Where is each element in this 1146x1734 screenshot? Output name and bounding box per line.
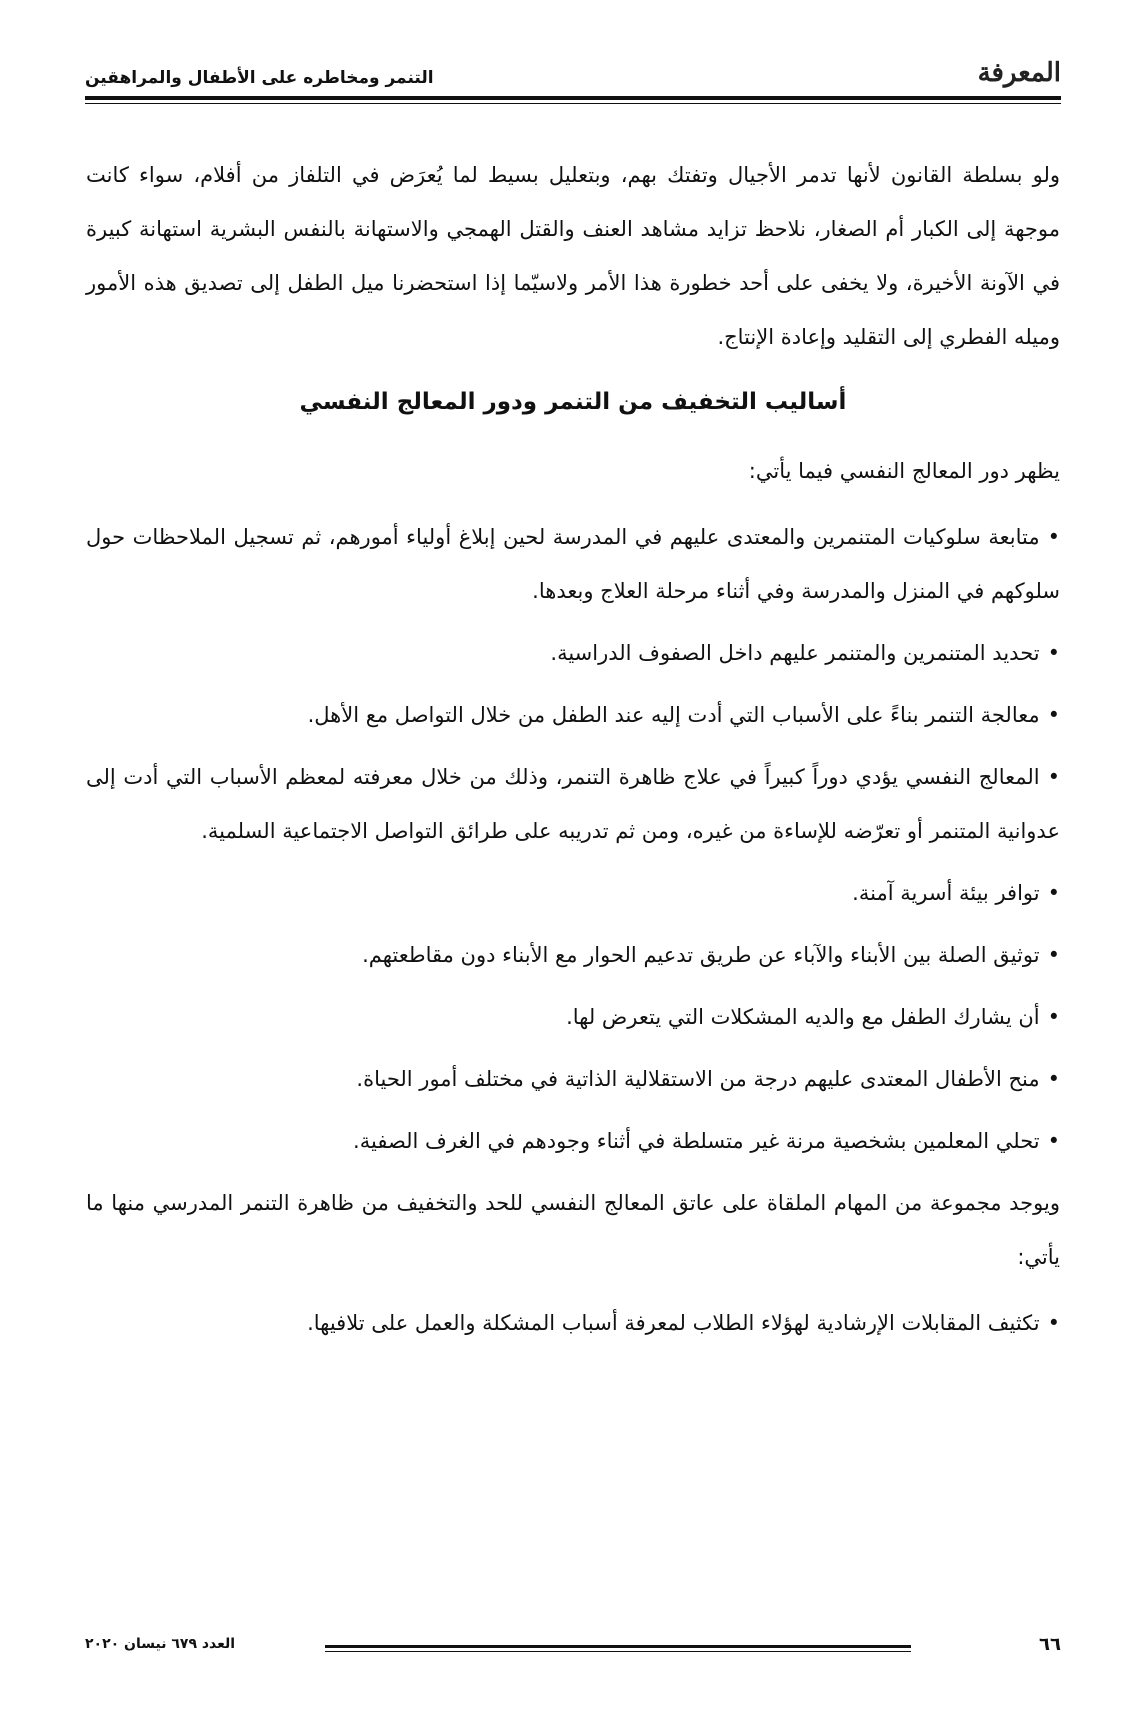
closing-paragraph: ويوجد مجموعة من المهام الملقاة على عاتق المعالج النفسي للحد والتخفيف من ظاهرة التنمر المدرسي منها ما يأتي: <box>86 1191 1060 1269</box>
list-item-text: منح الأطفال المعتدى عليهم درجة من الاستقلالية الذاتية في مختلف أمور الحياة. <box>356 1067 1040 1091</box>
tasks-list <box>86 1296 1060 1350</box>
list-item-text: توثيق الصلة بين الأبناء والآباء عن طريق تدعيم الحوار مع الأبناء دون مقاطعتهم. <box>362 943 1040 967</box>
list-item-text: معالجة التنمر بناءً على الأسباب التي أدت إليه عند الطفل من خلال التواصل مع الأهل. <box>307 703 1040 727</box>
running-title: التنمر ومخاطره على الأطفال والمراهقين <box>85 68 434 88</box>
list-item <box>86 510 1060 618</box>
list-item-text: أن يشارك الطفل مع والديه المشكلات التي يتعرض لها. <box>566 1005 1040 1029</box>
measures-list <box>86 510 1060 1168</box>
bullet-icon: • <box>1047 703 1060 727</box>
list-item-text: تحديد المتنمرين والمتنمر عليهم داخل الصفوف الدراسية. <box>550 641 1040 665</box>
bullet-icon: • <box>1047 525 1060 549</box>
list-item <box>86 990 1060 1044</box>
list-item <box>86 866 1060 920</box>
article-body <box>86 148 1060 1358</box>
list-item <box>86 626 1060 680</box>
list-item-text: متابعة سلوكيات المتنمرين والمعتدى عليهم في المدرسة لحين إبلاغ أولياء أمورهم، ثم تسجيل الملاحظات حول سلوكهم في المنزل والمدرسة وفي أثناء مرحلة العلاج وبعدها. <box>86 525 1060 603</box>
bullet-icon: • <box>1047 1129 1060 1153</box>
list-item <box>86 1296 1060 1350</box>
list-item-text: توافر بيئة أسرية آمنة. <box>852 881 1040 905</box>
section-heading: أساليب التخفيف من التنمر ودور المعالج النفسي <box>299 389 847 415</box>
bullet-icon: • <box>1047 1311 1060 1335</box>
list-item <box>86 688 1060 742</box>
magazine-logo: المعرفة <box>977 58 1061 88</box>
list-item <box>86 1114 1060 1168</box>
list-item-text: المعالج النفسي يؤدي دوراً كبيراً في علاج ظاهرة التنمر، وذلك من خلال معرفته لمعظم الأسباب التي أدت إلى عدوانية المتنمر أو تعرّضه للإساءة من غيره، ومن ثم تدريبه على طرائق التواصل الاجتماعية السلمية. <box>86 765 1060 843</box>
footer-rule-thick <box>325 1645 911 1648</box>
bullet-icon: • <box>1047 1005 1060 1029</box>
list-item-text: تكثيف المقابلات الإرشادية لهؤلاء الطلاب لمعرفة أسباب المشكلة والعمل على تلافيها. <box>307 1311 1040 1335</box>
bullet-icon: • <box>1047 943 1060 967</box>
list-item <box>86 750 1060 858</box>
bullet-icon: • <box>1047 641 1060 665</box>
issue-info: العدد ٦٧٩ نيسان ٢٠٢٠ <box>85 1636 236 1652</box>
bullet-icon: • <box>1047 765 1060 789</box>
page-number: ٦٦ <box>1039 1634 1061 1655</box>
list-item-text: تحلي المعلمين بشخصية مرنة غير متسلطة في أثناء وجودهم في الغرف الصفية. <box>353 1129 1040 1153</box>
bullet-icon: • <box>1047 1067 1060 1091</box>
bullet-icon: • <box>1047 881 1060 905</box>
page-footer <box>85 1634 1061 1674</box>
header-rule-thin <box>85 103 1061 104</box>
footer-rule-thin <box>325 1651 911 1652</box>
section-intro: يظهر دور المعالج النفسي فيما يأتي: <box>748 459 1060 483</box>
intro-paragraph: ولو بسلطة القانون لأنها تدمر الأجيال وتفتك بهم، وبتعليل بسيط لما يُعرَض في التلفاز من أفلام، سواء كانت موجهة إلى الكبار أم الصغار، نلاحظ تزايد مشاهد العنف والقتل الهمجي والاستهانة بالنفس البشرية استهانة كبيرة في الآونة الأخيرة، ولا يخفى على أحد خطورة هذا الأمر ولاسيّما إذا استحضرنا ميل الطفل إلى تصديق هذه الأمور وميله الفطري إلى التقليد وإعادة الإنتاج. <box>86 163 1060 349</box>
list-item <box>86 1052 1060 1106</box>
header-rule-thick <box>85 96 1061 100</box>
list-item <box>86 928 1060 982</box>
